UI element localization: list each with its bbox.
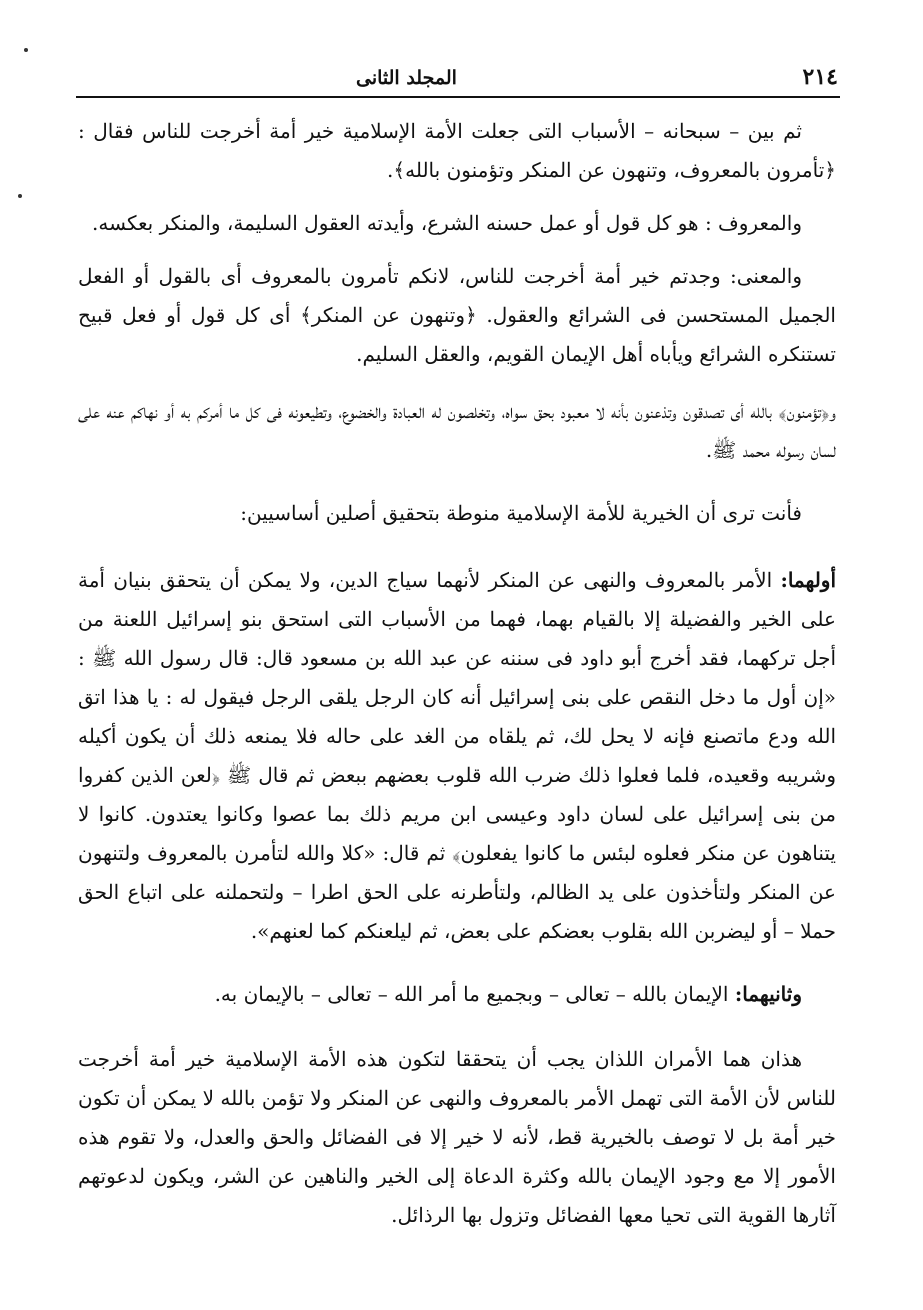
page-header: [76, 58, 838, 88]
paragraph-text: الإيمان بالله – تعالى – وبجميع ما أمر الله – تعالى – بالإيمان به.: [214, 982, 729, 1006]
paragraph-text: والمعروف : هو كل قول أو عمل حسنه الشرع، وأيدته العقول السليمة، والمنكر بعكسه.: [92, 211, 802, 235]
paragraph-text: هذان هما الأمران اللذان يجب أن يتحققا لتكون هذه الأمة الإسلامية خير أمة أخرجت للناس لأن الأمة التى تهمل الأمر بالمعروف والنهى عن المنكر ولا تؤمن بالله لا يمكن أن تكون خير أمة بل لا توصف بالخيرية قط، لأنه لا خير إلا فى الفضائل والحق والعدل، ولا تقوم هذه الأمور إلا مع وجود الإيمان بالله وكثرة الدعاة إلى الخير والناهين عن الشر، ويكون لدعوتهم آثارها القوية التى تحيا معها الفضائل وتزول بها الرذائل.: [78, 1047, 836, 1227]
second-principle-label: وثانيهما:: [734, 982, 802, 1006]
page-number: ٢١٤: [802, 64, 838, 90]
paragraph-text: الأمر بالمعروف والنهى عن المنكر لأنهما سياج الدين، ولا يمكن أن يتحقق بنيان أمة على الخير والفضيلة إلا بالقيام بهما، فهما من الأسباب التى استحق بنو إسرائيل اللعنة من أجل تركهما، فقد أخرج أبو داود فى سننه عن عبد الله بن مسعود قال: قال رسول الله ﷺ : «إن أول ما دخل النقص على بنى إسرائيل أنه كان الرجل يلقى الرجل فيقول له : يا هذا اتق الله ودع ماتصنع فإنه لا يحل لك، ثم يلقاه من الغد على حاله فلا يمنعه ذلك أن يكون أكيله وشريبه وقعيده، فلما فعلوا ذلك ضرب الله قلوب بعضهم ببعض ثم قال ﷺ ﴿لعن الذين كفروا من بنى إسرائيل على لسان داود وعيسى ابن مريم ذلك بما عصوا وكانوا يعتدون. كانوا لا يتناهون عن منكر فعلوه لبئس ما كانوا يفعلون﴾ ثم قال: «كلا والله لتأمرن بالمعروف ولتنهون عن المنكر ولتأخذون على يد الظالم، ولتأطرنه على الحق اطرا – ولتحملنه على اتباع الحق حملا – أو ليضربن الله بقلوب بعضكم على بعض، ثم ليلعنكم كما لعنهم».: [78, 568, 836, 943]
page-body: [78, 112, 836, 1249]
paragraph-text: و﴿تؤمنون﴾ بالله أى تصدقون وتذعنون بأنه لا معبود بحق سواه، وتخلصون له العبادة والخضوع، وتطيعونه فى كل ما أمركم به أو نهاكم عنه على لسان رسوله محمد ﷺ.: [78, 399, 836, 462]
paragraph-text: والمعنى: وجدتم خير أمة أخرجت للناس، لانكم تأمرون بالمعروف أى بالقول أو الفعل الجميل المستحسن فى الشرائع والعقول. ﴿وتنهون عن المنكر﴾ أى كل قول أو فعل قبيح تستنكره الشرائع ويأباه أهل الإيمان القويم، والعقل السليم.: [78, 264, 836, 366]
paragraph-text: فأنت ترى أن الخيرية للأمة الإسلامية منوطة بتحقيق أصلين أساسيين:: [240, 501, 802, 525]
paragraph-faith: [78, 392, 836, 470]
paragraph-second-principle: [78, 975, 836, 1014]
paragraph-reasons: [78, 112, 836, 190]
scan-speck: [18, 194, 22, 198]
paragraph-conclusion: [78, 1040, 836, 1235]
volume-title: المجلد الثانى: [356, 67, 457, 89]
paragraph-definition: [78, 204, 836, 243]
scan-speck: [24, 48, 28, 52]
first-principle-label: أولهما:: [780, 568, 837, 592]
paragraph-first-principle: [78, 561, 836, 951]
paragraph-two-principles: [78, 494, 836, 533]
paragraph-meaning: [78, 257, 836, 374]
header-rule: [76, 96, 840, 98]
paragraph-text: ثم بين – سبحانه – الأسباب التى جعلت الأمة الإسلامية خير أمة أخرجت للناس فقال : ﴿تأمرون بالمعروف، وتنهون عن المنكر وتؤمنون بالله﴾.: [78, 119, 836, 182]
